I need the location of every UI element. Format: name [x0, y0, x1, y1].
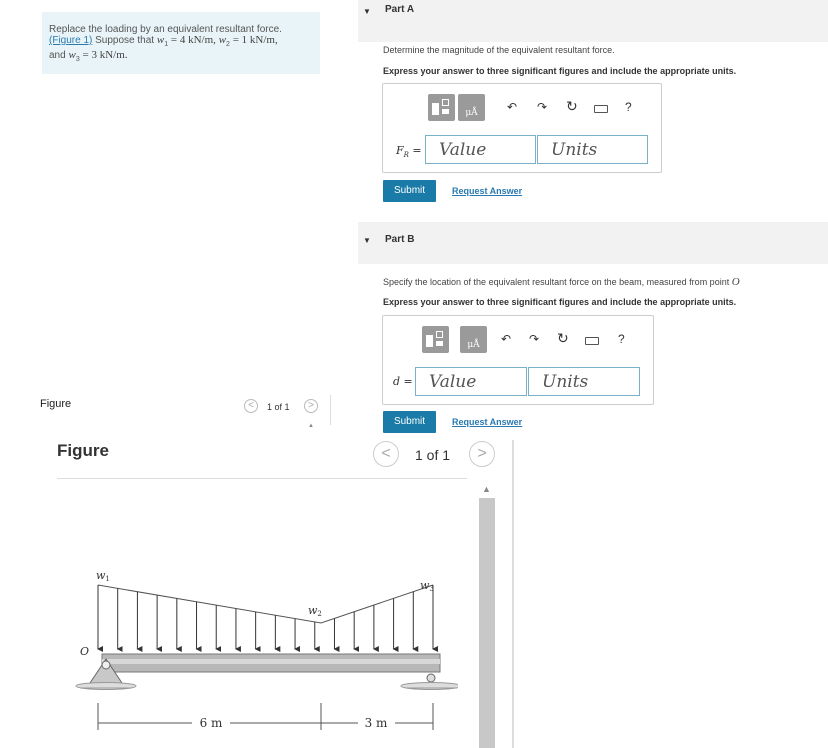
beam-highlight	[102, 659, 440, 664]
help-icon[interactable]: ?	[625, 100, 632, 114]
part-a-description: Determine the magnitude of the equivalent resultant force.	[383, 45, 615, 55]
problem-statement	[42, 12, 320, 74]
undo-icon[interactable]: ↶	[507, 100, 518, 114]
d-symbol: d	[393, 375, 401, 388]
units-mu-icon[interactable]: μÅ	[458, 94, 485, 121]
w2-sub: 2	[226, 41, 230, 48]
and-text: and	[49, 50, 66, 61]
w2-label: w2	[308, 604, 322, 618]
part-b-description	[383, 276, 740, 288]
w3-label: w3	[420, 579, 434, 593]
roller-support	[401, 674, 458, 690]
part-a-instruction: Express your answer to three significant figures and include the appropriate units.	[383, 66, 737, 76]
caret-down-icon[interactable]: ▼	[363, 7, 371, 16]
figure-big-label: Figure	[57, 441, 109, 460]
figure-big-count: 1 of 1	[415, 447, 451, 463]
problem-line1: Replace the loading by an equivalent resultant force.	[49, 24, 282, 35]
w2-symbol: w	[218, 34, 227, 46]
w1-symbol: w	[156, 34, 165, 46]
dim-label-2: 3 m	[364, 716, 388, 730]
part-a-value-input[interactable]: Value	[425, 135, 536, 164]
figure-small-next-button[interactable]: >	[304, 399, 318, 413]
redo-icon[interactable]: ↷	[537, 100, 548, 114]
part-b-submit-button[interactable]: Submit	[383, 411, 436, 433]
part-a-header[interactable]	[358, 0, 828, 42]
units-mu-icon[interactable]: μÅ	[460, 326, 487, 353]
part-b-description-text: Specify the location of the equivalent resultant force on the beam, measured from point	[383, 277, 730, 287]
figure-small-count: 1 of 1	[267, 402, 290, 412]
template-icon[interactable]	[422, 326, 449, 353]
equals-sign: =	[412, 144, 422, 157]
load-profile-line	[98, 585, 433, 623]
caret-down-icon[interactable]: ▼	[363, 236, 371, 245]
part-a-submit-button[interactable]: Submit	[383, 180, 436, 202]
point-o: O	[731, 276, 740, 288]
redo-icon[interactable]: ↷	[529, 332, 540, 346]
equals-sign: =	[403, 375, 413, 388]
reset-icon[interactable]: ↻	[557, 330, 569, 346]
figure-small-prev-button[interactable]: <	[244, 399, 258, 413]
w3-sub: 3	[75, 56, 80, 63]
part-b-instruction: Express your answer to three significant figures and include the appropriate units.	[383, 297, 737, 307]
figure-big-prev-button[interactable]: <	[373, 441, 399, 467]
figure-small-label: Figure	[40, 398, 72, 410]
panel-divider	[330, 395, 331, 425]
part-a-title[interactable]: Part A	[385, 4, 415, 15]
w3-symbol: w	[68, 49, 76, 61]
dim-label-1: 6 m	[199, 716, 223, 730]
figure-divider	[57, 478, 467, 479]
part-b-value-input[interactable]: Value	[415, 367, 527, 396]
scroll-up-icon[interactable]: ▲	[482, 484, 491, 494]
help-icon[interactable]: ?	[618, 332, 625, 346]
part-a-answer-box	[382, 83, 662, 173]
w1-value: = 4 kN/m,	[170, 34, 216, 46]
part-b-title[interactable]: Part B	[385, 234, 415, 245]
w2-value: = 1 kN/m,	[232, 34, 278, 46]
part-b-request-answer-link[interactable]: Request Answer	[452, 417, 523, 427]
figure-scrollbar[interactable]	[479, 498, 495, 748]
undo-icon[interactable]: ↶	[501, 332, 512, 346]
w3-value: = 3 kN/m.	[82, 49, 128, 61]
part-a-request-answer-link[interactable]: Request Answer	[452, 186, 523, 196]
origin-label: O	[80, 645, 90, 658]
part-b-units-input[interactable]: Units	[528, 367, 640, 396]
figure-big-next-button[interactable]: >	[469, 441, 495, 467]
part-b-answer-box	[382, 315, 654, 405]
part-a-label	[396, 144, 422, 159]
keyboard-icon[interactable]	[585, 337, 599, 345]
part-a-units-input[interactable]: Units	[537, 135, 648, 164]
beam-diagram	[58, 555, 458, 748]
load-arrows	[98, 585, 433, 649]
fr-sub: R	[403, 151, 409, 160]
fr-symbol: F	[396, 144, 404, 157]
panel-divider[interactable]	[512, 440, 514, 748]
part-b-label	[393, 375, 413, 388]
reset-icon[interactable]: ↻	[566, 98, 578, 114]
figure-link[interactable]: (Figure 1)	[49, 35, 93, 46]
w1-label: w1	[96, 569, 110, 583]
suppose-text: Suppose that	[95, 35, 155, 46]
scroll-up-icon[interactable]: ▲	[308, 423, 314, 429]
part-b-header[interactable]	[358, 222, 828, 264]
keyboard-icon[interactable]	[594, 105, 608, 113]
w1-sub: 1	[164, 41, 169, 48]
template-icon[interactable]	[428, 94, 455, 121]
